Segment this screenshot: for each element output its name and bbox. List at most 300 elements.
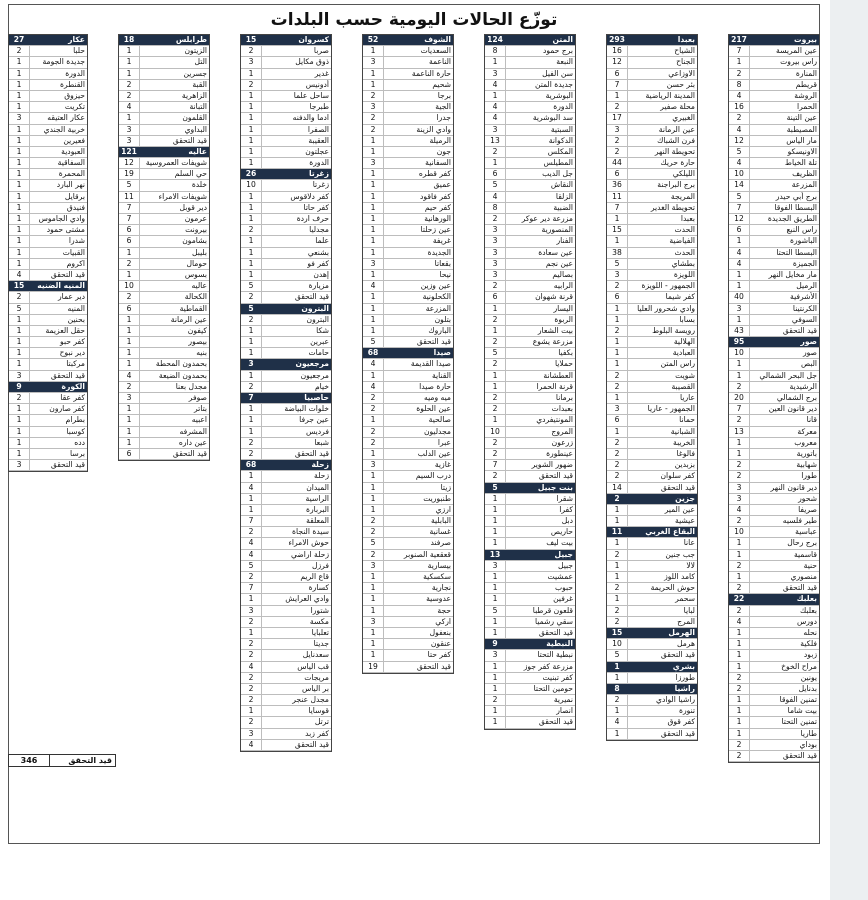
- town-row: [9, 46, 87, 57]
- town-row: [485, 617, 575, 628]
- town-count: 2: [363, 125, 384, 135]
- town-name: باتورية: [796, 448, 817, 458]
- town-row: [241, 57, 331, 68]
- town-count: 1: [363, 650, 384, 660]
- town-name: غازية: [434, 460, 451, 470]
- town-row: [607, 438, 697, 449]
- town-count: 1: [9, 427, 30, 437]
- district-name: بنت جبيل: [537, 482, 573, 492]
- town-name: الجمهور - اللويزة: [641, 281, 695, 291]
- town-name: نيحا: [439, 269, 451, 279]
- town-name: لالا: [686, 560, 695, 570]
- district-header-row: [485, 639, 575, 650]
- district-total: 22: [729, 594, 750, 604]
- town-name: البابلية: [430, 516, 451, 526]
- town-name: غرفين: [553, 594, 573, 604]
- district-header-row: [241, 393, 331, 404]
- town-name: الصفرا: [307, 124, 329, 134]
- town-name: المشرفه: [179, 426, 207, 436]
- town-name: زرعون: [551, 437, 573, 447]
- town-name: الكحالة: [184, 292, 207, 302]
- town-count: 1: [241, 147, 262, 157]
- district-header-row: [485, 35, 575, 46]
- town-count: 1: [729, 628, 750, 638]
- town-row: [729, 259, 819, 270]
- town-name: بيت الشعار: [537, 325, 573, 335]
- district-name: بعبدا: [677, 35, 695, 44]
- town-name: طورزا: [675, 672, 695, 682]
- town-name: عيشية: [675, 516, 695, 526]
- town-count: 3: [363, 460, 384, 470]
- town-name: عين سعادة: [538, 247, 573, 257]
- side-strip: [830, 0, 868, 900]
- town-count: 4: [729, 259, 750, 269]
- town-name: المطيلس: [543, 158, 573, 168]
- town-row: [607, 606, 697, 617]
- town-name: كوسبا: [66, 426, 85, 436]
- town-name: قوسايا: [308, 706, 329, 716]
- district-header-row: [607, 527, 697, 538]
- town-name: عين التينة: [786, 113, 817, 123]
- town-count: 2: [607, 695, 628, 705]
- town-name: عباسية: [795, 527, 817, 537]
- town-count: 1: [241, 158, 262, 168]
- town-name: المرج: [677, 616, 695, 626]
- town-row: [363, 494, 453, 505]
- town-count: 1: [9, 259, 30, 269]
- town-count: 2: [485, 404, 506, 414]
- town-count: 10: [241, 180, 262, 190]
- town-count: 1: [241, 236, 262, 246]
- town-name: الكرنتينا: [792, 303, 817, 313]
- town-count: 2: [363, 393, 384, 403]
- town-name: المريجة: [670, 191, 695, 201]
- town-row: [729, 113, 819, 124]
- town-count: 3: [485, 259, 506, 269]
- town-count: 1: [485, 91, 506, 101]
- town-count: 2: [607, 583, 628, 593]
- district-total: 27: [9, 35, 30, 45]
- town-count: 1: [485, 617, 506, 627]
- town-count: 1: [363, 583, 384, 593]
- town-count: 2: [241, 527, 262, 537]
- town-name: فرديس: [306, 426, 329, 436]
- town-count: 2: [485, 393, 506, 403]
- town-row: [9, 315, 87, 326]
- town-count: 2: [9, 46, 30, 56]
- town-row: [241, 248, 331, 259]
- report-title: توزّع الحالات اليومية حسب البلدات: [270, 10, 558, 30]
- town-name: بشامون: [182, 236, 207, 246]
- district-name: البقاع الغربي: [645, 527, 695, 537]
- town-row: [607, 214, 697, 225]
- town-row: [607, 594, 697, 605]
- town-name: كفر حبو: [60, 337, 85, 347]
- town-row: [241, 326, 331, 337]
- town-name: الخريبة: [673, 437, 695, 447]
- town-count: 2: [363, 404, 384, 414]
- town-count: 6: [607, 69, 628, 79]
- town-name: البربارة: [306, 504, 329, 514]
- town-name: مريجات: [304, 672, 329, 682]
- town-name: حومين التحتا: [533, 683, 573, 693]
- town-name: الناعمة: [428, 57, 451, 67]
- town-count: 1: [241, 136, 262, 146]
- town-row: [485, 236, 575, 247]
- town-row: [119, 225, 209, 236]
- town-name: الدورة: [65, 68, 85, 78]
- town-count: 3: [241, 57, 262, 67]
- town-row: [363, 91, 453, 102]
- town-count: 1: [363, 505, 384, 515]
- town-row: [729, 192, 819, 203]
- town-row: [241, 483, 331, 494]
- town-name: ذوق مكايل: [295, 57, 329, 67]
- town-row: [363, 572, 453, 583]
- district-header-row: [241, 169, 331, 180]
- town-row: [9, 80, 87, 91]
- town-name: عبرا: [437, 437, 451, 447]
- town-name: مزيارة: [308, 281, 329, 291]
- town-name: قيد التحقق: [416, 661, 451, 671]
- town-name: محلة صفير: [660, 102, 695, 112]
- town-row: [729, 304, 819, 315]
- town-count: 12: [119, 158, 140, 168]
- town-row: [363, 639, 453, 650]
- town-count: 1: [363, 46, 384, 56]
- town-name: جب جنين: [665, 549, 695, 559]
- town-count: 3: [363, 102, 384, 112]
- town-count: 7: [241, 583, 262, 593]
- town-name: برجا: [437, 90, 451, 100]
- town-count: 1: [119, 57, 140, 67]
- town-row: [363, 192, 453, 203]
- town-count: 4: [729, 617, 750, 627]
- town-row: [9, 125, 87, 136]
- town-row: [485, 270, 575, 281]
- town-count: 2: [607, 606, 628, 616]
- town-row: [607, 281, 697, 292]
- town-row: [485, 281, 575, 292]
- town-count: 1: [729, 281, 750, 291]
- town-name: حارة صيدا: [419, 381, 451, 391]
- town-row: [485, 192, 575, 203]
- town-name: الميدان: [306, 482, 329, 492]
- town-row: [241, 80, 331, 91]
- district-name: حاصبيا: [304, 393, 329, 402]
- town-row: [485, 673, 575, 684]
- town-count: 11: [119, 192, 140, 202]
- town-count: 4: [729, 125, 750, 135]
- town-name: القلمون: [182, 113, 207, 123]
- town-count: 1: [607, 516, 628, 526]
- town-row: [729, 684, 819, 695]
- town-row: [729, 751, 819, 762]
- town-name: سن الفيل: [542, 68, 573, 78]
- town-count: 10: [729, 527, 750, 537]
- district-name: بشري: [672, 661, 695, 671]
- town-row: [241, 706, 331, 717]
- town-name: ميه وميه: [424, 393, 451, 402]
- town-name: جل البحر الشمالي: [759, 370, 817, 380]
- town-name: الرشيدية: [789, 381, 817, 391]
- town-count: 5: [607, 259, 628, 269]
- town-row: [607, 348, 697, 359]
- town-name: طبرجا: [309, 102, 329, 112]
- town-count: 3: [363, 561, 384, 571]
- town-count: 4: [363, 359, 384, 369]
- town-count: 1: [607, 561, 628, 571]
- town-row: [485, 606, 575, 617]
- town-count: 2: [485, 147, 506, 157]
- town-row: [729, 673, 819, 684]
- town-count: 1: [729, 236, 750, 246]
- town-row: [363, 505, 453, 516]
- town-name: الليلكي: [672, 169, 695, 179]
- town-row: [729, 527, 819, 538]
- town-row: [9, 192, 87, 203]
- town-row: [363, 583, 453, 594]
- town-row: [607, 113, 697, 124]
- town-count: 2: [119, 292, 140, 302]
- town-name: جديدة المتن: [534, 79, 573, 89]
- town-row: [363, 594, 453, 605]
- town-count: 1: [9, 214, 30, 224]
- town-row: [363, 281, 453, 292]
- town-count: 1: [363, 494, 384, 504]
- town-count: 10: [485, 427, 506, 437]
- town-count: 1: [729, 650, 750, 660]
- town-count: 8: [729, 80, 750, 90]
- town-row: [9, 404, 87, 415]
- town-row: [363, 304, 453, 315]
- town-count: 1: [9, 225, 30, 235]
- town-row: [9, 203, 87, 214]
- town-row: [607, 427, 697, 438]
- town-count: 1: [729, 315, 750, 325]
- town-row: [241, 337, 331, 348]
- town-row: [485, 460, 575, 471]
- town-row: [729, 505, 819, 516]
- town-count: 2: [729, 516, 750, 526]
- town-row: [485, 69, 575, 80]
- town-name: فنيدق: [66, 202, 85, 212]
- town-name: صالحية: [428, 415, 451, 425]
- town-row: [9, 438, 87, 449]
- town-count: 7: [729, 203, 750, 213]
- town-row: [363, 80, 453, 91]
- town-row: [607, 583, 697, 594]
- town-count: 1: [9, 125, 30, 135]
- town-name: شهابية: [796, 460, 817, 470]
- town-name: حارة حريك: [660, 158, 695, 168]
- town-row: [729, 248, 819, 259]
- town-name: قعقعية الصنوبر: [403, 549, 451, 559]
- town-name: غريفة: [432, 236, 451, 246]
- town-name: حقل العزيمة: [45, 325, 85, 335]
- district-name: عكار: [68, 35, 85, 44]
- town-name: بيرونت: [185, 225, 207, 235]
- district-header-row: [607, 494, 697, 505]
- town-count: 1: [607, 572, 628, 582]
- town-row: [9, 460, 87, 471]
- town-count: 5: [729, 192, 750, 202]
- town-name: اكروم: [66, 258, 85, 268]
- town-count: 3: [485, 650, 506, 660]
- town-count: 5: [485, 348, 506, 358]
- town-name: عين الرمانة: [658, 124, 695, 134]
- town-row: [729, 393, 819, 404]
- town-name: يونين: [800, 672, 817, 682]
- town-name: حجة: [437, 605, 451, 615]
- town-count: 1: [9, 449, 30, 459]
- town-row: [729, 516, 819, 527]
- town-name: كفر حتا: [427, 650, 451, 660]
- town-count: 1: [607, 427, 628, 437]
- town-name: زحلة اراضي: [290, 549, 329, 559]
- town-name: القبة: [192, 79, 207, 89]
- town-row: [241, 46, 331, 57]
- town-count: 3: [607, 270, 628, 280]
- town-row: [485, 438, 575, 449]
- town-count: 6: [607, 415, 628, 425]
- town-row: [485, 449, 575, 460]
- town-row: [363, 471, 453, 482]
- district-header-row: [119, 35, 209, 46]
- town-count: 1: [363, 236, 384, 246]
- town-name: صوفر: [188, 393, 207, 402]
- town-row: [363, 69, 453, 80]
- town-name: بدنايل: [798, 683, 817, 693]
- town-count: 13: [729, 427, 750, 437]
- town-count: 3: [241, 606, 262, 616]
- town-count: 1: [485, 684, 506, 694]
- town-name: طورا: [801, 471, 817, 481]
- town-count: 1: [363, 136, 384, 146]
- town-name: جسرين: [183, 68, 207, 78]
- town-name: قيد التحقق: [416, 337, 451, 347]
- town-row: [9, 248, 87, 259]
- district-header-row: [241, 35, 331, 46]
- town-row: [363, 483, 453, 494]
- town-name: اللويزة: [673, 269, 695, 279]
- town-name: المدينة الرياضية: [645, 90, 695, 100]
- town-row: [241, 695, 331, 706]
- town-row: [485, 169, 575, 180]
- town-name: كفرا: [559, 504, 573, 514]
- town-count: 3: [485, 125, 506, 135]
- town-name: عين نجم: [545, 258, 573, 268]
- town-count: 1: [363, 169, 384, 179]
- town-name: حاريص: [550, 527, 573, 537]
- town-row: [241, 69, 331, 80]
- town-row: [9, 337, 87, 348]
- town-name: المحمرة: [58, 169, 85, 179]
- district-name: طرابلس: [175, 35, 207, 44]
- town-count: 5: [241, 281, 262, 291]
- town-count: 2: [729, 673, 750, 683]
- town-count: 1: [9, 192, 30, 202]
- town-name: مرجعيون: [300, 370, 329, 380]
- town-row: [119, 404, 209, 415]
- town-name: كفر سلوان: [660, 471, 695, 481]
- district-total: 68: [241, 460, 262, 470]
- town-count: 2: [729, 740, 750, 750]
- district-name: صيدا: [433, 348, 451, 358]
- town-count: 1: [241, 594, 262, 604]
- district-name: زحلة: [311, 460, 329, 470]
- town-count: 2: [363, 516, 384, 526]
- town-count: 3: [9, 460, 30, 470]
- town-row: [9, 449, 87, 460]
- town-row: [119, 214, 209, 225]
- town-count: 1: [729, 695, 750, 705]
- town-count: 1: [9, 69, 30, 79]
- town-name: العطشانة: [543, 370, 573, 380]
- town-row: [485, 248, 575, 259]
- town-count: 1: [363, 270, 384, 280]
- town-count: 3: [119, 125, 140, 135]
- town-row: [9, 348, 87, 359]
- town-count: 1: [485, 415, 506, 425]
- town-row: [9, 259, 87, 270]
- town-count: 1: [729, 359, 750, 369]
- town-row: [241, 527, 331, 538]
- town-name: عين الدلب: [417, 448, 451, 458]
- town-row: [607, 259, 697, 270]
- district-total: 5: [485, 483, 506, 493]
- town-count: 1: [119, 113, 140, 123]
- town-name: بحنين: [67, 314, 85, 324]
- town-name: جدرا: [436, 113, 451, 123]
- town-row: [607, 538, 697, 549]
- district-total: 68: [363, 348, 384, 358]
- town-row: [119, 69, 209, 80]
- town-count: 1: [607, 729, 628, 739]
- town-name: دير نبوح: [59, 348, 85, 358]
- town-name: بصاليم: [552, 269, 573, 279]
- town-row: [485, 706, 575, 717]
- town-count: 3: [363, 158, 384, 168]
- town-row: [241, 415, 331, 426]
- town-count: 1: [607, 538, 628, 548]
- town-name: قيد التحقق: [660, 482, 695, 492]
- town-name: بيصور: [188, 337, 207, 347]
- town-count: 13: [485, 136, 506, 146]
- town-name: القماطية: [179, 303, 207, 313]
- town-count: 2: [119, 382, 140, 392]
- town-row: [9, 359, 87, 370]
- district-column: [728, 34, 820, 763]
- town-row: [119, 80, 209, 91]
- district-header-row: [607, 628, 697, 639]
- town-name: وادي شحرور العليا: [637, 303, 695, 313]
- town-count: 19: [363, 662, 384, 672]
- town-count: 1: [9, 359, 30, 369]
- district-name: زغرتا: [309, 169, 329, 179]
- town-count: 2: [485, 471, 506, 481]
- town-row: [363, 203, 453, 214]
- town-row: [363, 315, 453, 326]
- town-count: 5: [119, 180, 140, 190]
- town-name: قيد التحقق: [782, 583, 817, 593]
- town-name: عاليه: [191, 281, 207, 291]
- town-row: [729, 561, 819, 572]
- town-name: برقايل: [64, 191, 85, 201]
- town-count: 14: [607, 483, 628, 493]
- town-name: قيد التحقق: [50, 370, 85, 380]
- town-name: قيد التحقق: [538, 627, 573, 637]
